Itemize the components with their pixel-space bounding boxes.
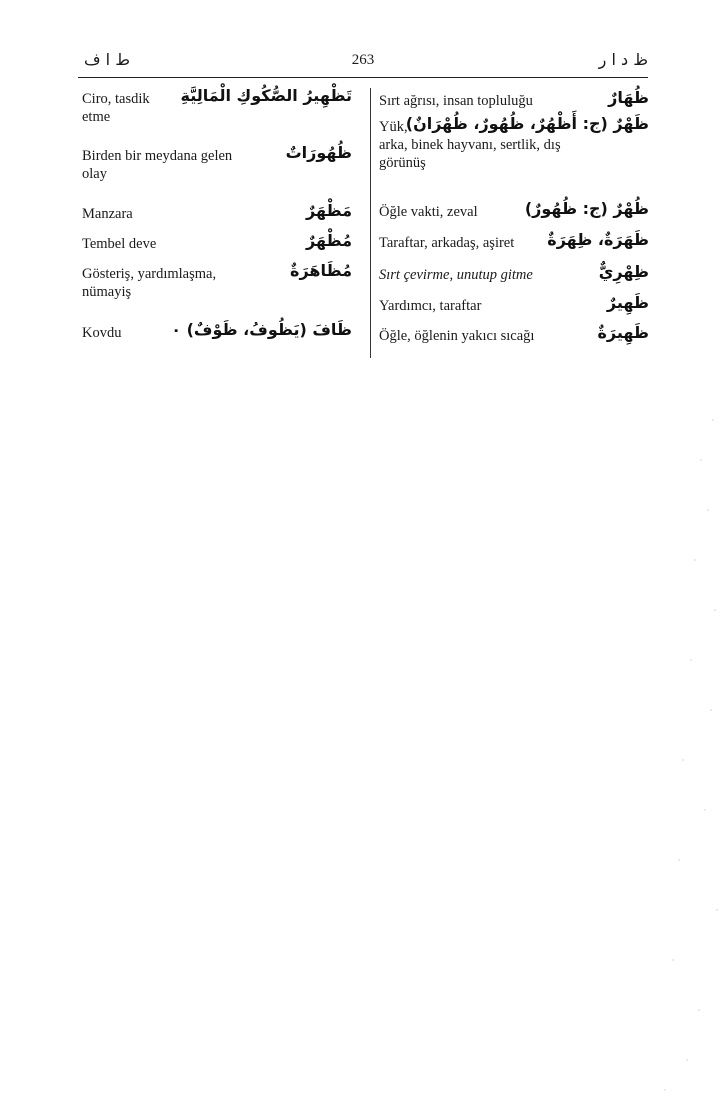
entry-turkish: Sırt çevirme, unutup gitme (379, 267, 533, 283)
entry-arabic: ظُهَارٌ (608, 88, 649, 107)
dictionary-entry (82, 261, 352, 301)
dictionary-entry (82, 231, 352, 253)
entry-turkish: Öğle vakti, zeval (379, 204, 478, 220)
column-divider (370, 88, 371, 358)
entry-arabic: ظُهْرٌ (ج: ظُهُورٌ) (524, 199, 649, 218)
dictionary-entry (379, 262, 649, 284)
dictionary-entry (82, 201, 352, 223)
entry-turkish: Tembel deve (82, 236, 157, 252)
entry-turkish: Sırt ağrısı, insan topluluğu (379, 93, 533, 109)
entry-turkish-cont: etme (82, 109, 111, 125)
page-number: 263 (351, 52, 375, 68)
entry-turkish: Taraftar, arkadaş, aşiret (379, 235, 515, 251)
entry-arabic: مَظْهَرٌ (305, 201, 352, 220)
entry-arabic: ظِهْرِيٌّ (598, 262, 649, 281)
header-rule (78, 77, 648, 78)
dictionary-entry (379, 199, 649, 221)
page-header (78, 50, 648, 72)
entry-arabic: مُظْهَرٌ (305, 231, 352, 250)
dictionary-entry (82, 143, 352, 183)
entry-arabic: ظُهُورَاتٌ (285, 143, 352, 162)
entry-arabic: تَظْهِيرُ الصُّكُوكِ الْمَالِيَّةِ (180, 86, 352, 105)
entry-turkish-cont: olay (82, 166, 107, 182)
dictionary-entry (82, 86, 352, 126)
dictionary-entry (82, 320, 352, 342)
entry-turkish-cont: nümayiş (82, 284, 132, 300)
entry-turkish: Ciro, tasdik (82, 91, 150, 107)
entry-turkish: Yük, (379, 119, 408, 135)
entry-arabic: ظَهِيرٌ (606, 293, 649, 312)
entry-arabic: ظَهِيرَةٌ (597, 323, 649, 342)
entry-arabic: ظَهْرٌ (ج: أَظْهُرٌ، ظُهُورٌ، ظُهْرَانٌ) (405, 114, 649, 133)
header-letters-right: ظ د ا ر (598, 50, 648, 69)
dictionary-entry (379, 323, 649, 345)
entry-arabic: ظَهَرَةٌ، ظِهَرَةٌ (547, 230, 649, 249)
entry-turkish: Kovdu (82, 325, 122, 341)
entry-arabic: ظَافَ (يَظُوفُ، ظَوْفٌ) ۰ (171, 320, 352, 339)
dictionary-entry (379, 293, 649, 315)
entry-turkish: Yardımcı, taraftar (379, 298, 482, 314)
entry-turkish: Birden bir meydana gelen (82, 148, 233, 164)
dictionary-entry (379, 230, 649, 252)
entry-arabic: مُظَاهَرَةٌ (290, 261, 352, 280)
dictionary-entry (379, 88, 649, 110)
scan-noise-edge (653, 400, 723, 1100)
entry-turkish-cont: arka, binek hayvanı, sertlik, dış görünüş (379, 137, 561, 171)
entry-turkish: Manzara (82, 206, 133, 222)
entry-turkish: Öğle, öğlenin yakıcı sıcağı (379, 328, 535, 344)
dictionary-entry (379, 114, 649, 172)
header-letters-left: ط ا ف (84, 50, 130, 69)
entry-turkish: Gösteriş, yardımlaşma, (82, 266, 217, 282)
